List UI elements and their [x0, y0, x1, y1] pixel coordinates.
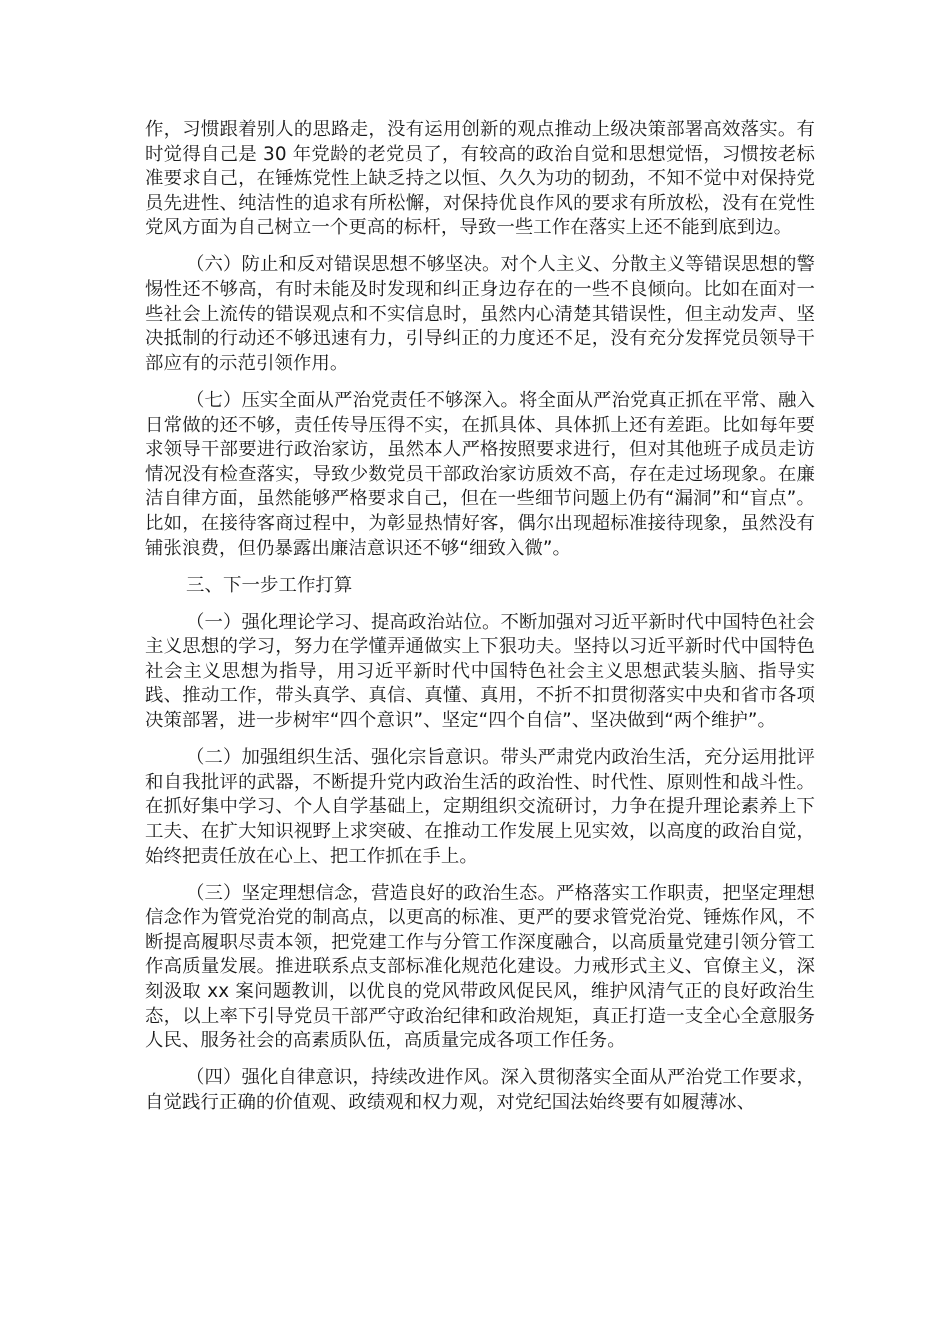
document-page — [145, 118, 815, 1128]
paragraph-continuation: 作，习惯跟着别人的思路走，没有运用创新的观点推动上级决策部署高效落实。有时觉得自己是 30 年党龄的老党员了，有较高的政治自觉和思想觉悟，习惯按老标准要求自己，在锤炼党性上缺乏持之以恒、久久为功的韧劲，不知不觉中对保持党员先进性、纯洁性的追求有所松懈，对保持优良作风的要求有所放松，没有在党性党风方面为自己树立一个更高的标杆，导致一些工作在落实上还不能到底到边。 — [145, 119, 815, 239]
paragraph-plan-2: （二）加强组织生活、强化宗旨意识。带头严肃党内政治生活，充分运用批评和自我批评的武器，不断提升党内政治生活的政治性、时代性、原则性和战斗性。在抓好集中学习、个人自学基础上，定期组织交流研讨，力争在提升理论素养上下工夫、在扩大知识视野上求突破、在推动工作发展上见实效，以高度的政治自觉，始终把责任放在心上、把工作抓在手上。 — [145, 747, 815, 867]
paragraph-plan-3: （三）坚定理想信念，营造良好的政治生态。严格落实工作职责，把坚定理想信念作为管党治党的制高点，以更高的标准、更严的要求管党治党、锤炼作风，不断提高履职尽责本领，把党建工作与分管工作深度融合，以高质量党建引领分管工作高质量发展。推进联系点支部标准化规范化建设。力戒形式主义、官僚主义，深刻汲取 xx 案问题教训，以优良的党风带政风促民风，维护风清气正的良好政治生态，以上率下引导党员干部严守政治纪律和政治规矩，真正打造一支全心全意服务人民、服务社会的高素质队伍，高质量完成各项工作任务。 — [145, 882, 815, 1052]
paragraph-item-7: （七）压实全面从严治党责任不够深入。将全面从严治党真正抓在平常、融入日常做的还不够，责任传导压得不实，在抓具体、具体抓上还有差距。比如每年要求领导干部要进行政治家访，虽然本人严格按照要求进行，但对其他班子成员走访情况没有检查落实，导致少数党员干部政治家访质效不高，存在走过场现象。在廉洁自律方面，虽然能够严格要求自己，但在一些细节问题上仍有“漏洞”和“盲点”。比如，在接待客商过程中，为彰显热情好客，偶尔出现超标准接待现象，虽然没有铺张浪费，但仍暴露出廉洁意识还不够“细致入微”。 — [145, 389, 815, 559]
paragraph-plan-4: （四）强化自律意识，持续改进作风。深入贯彻落实全面从严治党工作要求，自觉践行正确的价值观、政绩观和权力观，对党纪国法始终要有如履薄冰、 — [145, 1067, 815, 1113]
section-heading-next-steps: 三、下一步工作打算 — [186, 574, 353, 596]
paragraph-plan-1: （一）强化理论学习、提高政治站位。不断加强对习近平新时代中国特色社会主义思想的学习，努力在学懂弄通做实上下狠功夫。坚持以习近平新时代中国特色社会主义思想为指导，用习近平新时代中国特色社会主义思想武装头脑、指导实践、推动工作，带头真学、真信、真懂、真用，不折不扣贯彻落实中央和省市各项决策部署，进一步树牢“四个意识”、坚定“四个自信”、坚决做到“两个维护”。 — [145, 611, 815, 732]
paragraph-item-6: （六）防止和反对错误思想不够坚决。对个人主义、分散主义等错误思想的警惕性还不够高，有时未能及时发现和纠正身边存在的一些不良倾向。比如在面对一些社会上流传的错误观点和不实信息时，虽然内心清楚其错误性，但主动发声、坚决抵制的行动还不够迅速有力，引导纠正的力度还不足，没有充分发挥党员领导干部应有的示范引领作用。 — [145, 254, 815, 374]
